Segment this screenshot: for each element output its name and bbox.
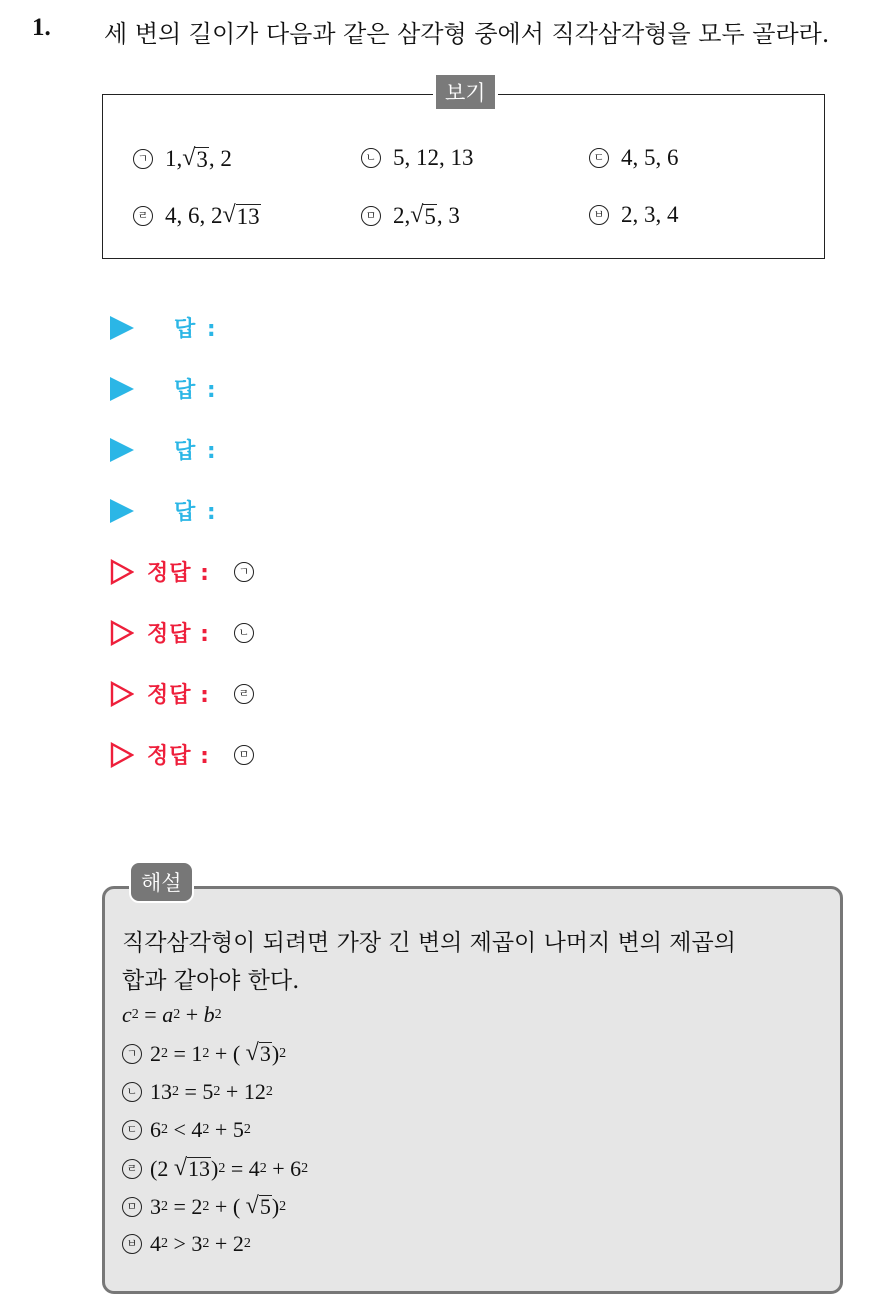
eq-operator: = bbox=[230, 1155, 244, 1181]
solution-label: 정답 : bbox=[147, 744, 210, 769]
outline-triangle-icon bbox=[110, 681, 134, 707]
exponent: 2 bbox=[202, 1122, 210, 1137]
eq-term: 3 bbox=[150, 1193, 161, 1219]
option-value: 2, bbox=[393, 202, 411, 228]
option-value: 4, 6, 2 bbox=[165, 202, 223, 228]
exponent: 2 bbox=[173, 1007, 181, 1022]
bogi-box bbox=[102, 81, 825, 259]
exponent: 2 bbox=[265, 1084, 273, 1099]
sqrt-icon: √ bbox=[245, 1193, 259, 1219]
solution-label: 정답 : bbox=[147, 561, 210, 586]
answer-line bbox=[110, 434, 218, 465]
play-triangle-icon bbox=[110, 316, 134, 340]
radicand: 13 bbox=[236, 203, 260, 229]
eq-operator: > bbox=[173, 1231, 186, 1256]
eq-term: 5 bbox=[202, 1079, 214, 1104]
option-value: 2, 3, 4 bbox=[621, 202, 679, 227]
sqrt-icon: √ bbox=[245, 1040, 259, 1066]
exponent: 2 bbox=[131, 1007, 139, 1022]
eq-term: 12 bbox=[243, 1079, 266, 1104]
answer-label: 답 : bbox=[174, 317, 218, 342]
option-f bbox=[589, 202, 679, 228]
eq-term: 6 bbox=[150, 1117, 161, 1142]
bogi-label: 보기 bbox=[433, 75, 498, 109]
option-value: , 3 bbox=[436, 202, 460, 228]
explanation-line-1: 직각삼각형이 되려면 가장 긴 변의 제곱이 나머지 변의 제곱의 bbox=[122, 930, 736, 956]
question-text: 세 변의 길이가 다음과 같은 삼각형 중에서 직각삼각형을 모두 골라라. bbox=[104, 20, 830, 48]
exponent: 2 bbox=[214, 1007, 222, 1022]
eq-term: 4 bbox=[150, 1231, 161, 1256]
exponent: 2 bbox=[218, 1160, 226, 1176]
exponent: 2 bbox=[243, 1236, 251, 1251]
eq-term: 5 bbox=[232, 1117, 244, 1142]
solution-value: ㄴ bbox=[234, 623, 254, 643]
option-value: 4, 5, 6 bbox=[621, 145, 679, 170]
play-triangle-icon bbox=[110, 499, 134, 523]
eq-term: 2 bbox=[150, 1040, 161, 1066]
eq-term: 1 bbox=[191, 1040, 203, 1066]
exponent: 2 bbox=[202, 1236, 210, 1251]
outline-triangle-icon bbox=[110, 742, 134, 768]
answer-line bbox=[110, 373, 218, 404]
option-marker: ㄴ bbox=[361, 148, 381, 168]
explanation-label: 해설 bbox=[129, 861, 194, 903]
eq-term: 6 bbox=[290, 1155, 302, 1181]
var-b: b bbox=[203, 1002, 215, 1027]
option-value: , 2 bbox=[208, 145, 232, 171]
option-marker: ㅁ bbox=[361, 206, 381, 226]
option-b bbox=[361, 145, 474, 171]
exponent: 2 bbox=[161, 1045, 168, 1061]
eq-operator: = bbox=[173, 1193, 186, 1219]
eq-term: 2 bbox=[191, 1193, 203, 1219]
radicand: 3 bbox=[196, 146, 208, 172]
exponent: 2 bbox=[161, 1198, 168, 1214]
solution-line bbox=[110, 617, 266, 648]
eq-term: 13 bbox=[150, 1079, 172, 1104]
option-a bbox=[133, 145, 232, 172]
exponent: 2 bbox=[279, 1045, 287, 1061]
equation-row: ㄱ 2 2 = 1 2 + ( √ 3 ) 2 bbox=[122, 1040, 286, 1067]
sqrt-icon: √ bbox=[173, 1155, 187, 1181]
eq-operator: < bbox=[173, 1117, 186, 1142]
solution-line bbox=[110, 678, 266, 709]
option-value: 1, bbox=[165, 145, 183, 171]
solution-value: ㅁ bbox=[234, 745, 254, 765]
solution-value: ㄹ bbox=[234, 684, 254, 704]
play-triangle-icon bbox=[110, 438, 134, 462]
eq-term: 3 bbox=[191, 1231, 203, 1256]
equation-marker: ㄷ bbox=[122, 1120, 142, 1140]
question-number: 1. bbox=[32, 14, 51, 41]
equation-marker: ㄴ bbox=[122, 1082, 142, 1102]
outline-triangle-icon bbox=[110, 620, 134, 646]
equation-marker: ㅂ bbox=[122, 1234, 142, 1254]
solution-value: ㄱ bbox=[234, 562, 254, 582]
var-a: a bbox=[162, 1002, 174, 1027]
equation-row: ㅂ 4 2 > 3 2 + 2 2 bbox=[122, 1231, 251, 1257]
option-marker: ㅂ bbox=[589, 205, 609, 225]
exponent: 2 bbox=[301, 1160, 309, 1176]
option-marker: ㄱ bbox=[133, 149, 153, 169]
sqrt-icon: √ bbox=[182, 145, 196, 171]
eq-term: 2 bbox=[157, 1155, 169, 1181]
answer-line bbox=[110, 495, 218, 526]
exponent: 2 bbox=[259, 1160, 267, 1176]
eq-term: 2 bbox=[232, 1231, 244, 1256]
sqrt-icon: √ bbox=[410, 202, 424, 228]
radicand: 3 bbox=[259, 1041, 271, 1066]
answer-label: 답 : bbox=[174, 378, 218, 403]
radicand: 5 bbox=[259, 1194, 271, 1219]
equation-marker: ㄱ bbox=[122, 1044, 142, 1064]
eq-term: 4 bbox=[248, 1155, 260, 1181]
equation-row: ㅁ 3 2 = 2 2 + ( √ 5 ) 2 bbox=[122, 1193, 286, 1220]
radicand: 5 bbox=[424, 203, 436, 229]
solution-line bbox=[110, 556, 266, 587]
option-d bbox=[133, 202, 261, 229]
exponent: 2 bbox=[202, 1045, 210, 1061]
sqrt-icon: √ bbox=[222, 202, 236, 228]
answer-label: 답 : bbox=[174, 500, 218, 525]
solution-line bbox=[110, 739, 266, 770]
option-value: 5, 12, 13 bbox=[393, 145, 474, 170]
option-c bbox=[589, 145, 679, 171]
solution-label: 정답 : bbox=[147, 622, 210, 647]
solution-label: 정답 : bbox=[147, 683, 210, 708]
equation-row: ㄴ 13 2 = 5 2 + 12 2 bbox=[122, 1079, 273, 1105]
eq-term: 4 bbox=[191, 1117, 203, 1142]
option-e bbox=[361, 202, 460, 229]
equation-marker: ㅁ bbox=[122, 1197, 142, 1217]
radicand: 13 bbox=[188, 1156, 210, 1181]
exponent: 2 bbox=[161, 1236, 168, 1251]
equation-row: ㄹ ( 2 √ 13 ) 2 = 4 2 + 6 2 bbox=[122, 1155, 308, 1182]
exponent: 2 bbox=[213, 1084, 221, 1099]
option-marker: ㄷ bbox=[589, 148, 609, 168]
exponent: 2 bbox=[279, 1198, 287, 1214]
formula-pythagoras: c 2 = a 2 + b 2 bbox=[122, 1002, 222, 1027]
equation-marker: ㄹ bbox=[122, 1159, 142, 1179]
equation-row: ㄷ 6 2 < 4 2 + 5 2 bbox=[122, 1117, 251, 1143]
explanation-line-2: 합과 같아야 한다. bbox=[122, 968, 300, 994]
play-triangle-icon bbox=[110, 377, 134, 401]
eq-operator: = bbox=[173, 1040, 186, 1066]
eq-operator: = bbox=[184, 1079, 197, 1104]
option-marker: ㄹ bbox=[133, 206, 153, 226]
exponent: 2 bbox=[161, 1122, 168, 1137]
exponent: 2 bbox=[202, 1198, 210, 1214]
answer-line bbox=[110, 312, 218, 343]
exponent: 2 bbox=[243, 1122, 251, 1137]
exponent: 2 bbox=[172, 1084, 179, 1099]
outline-triangle-icon bbox=[110, 559, 134, 585]
var-c: c bbox=[122, 1002, 132, 1027]
answer-label: 답 : bbox=[174, 439, 218, 464]
